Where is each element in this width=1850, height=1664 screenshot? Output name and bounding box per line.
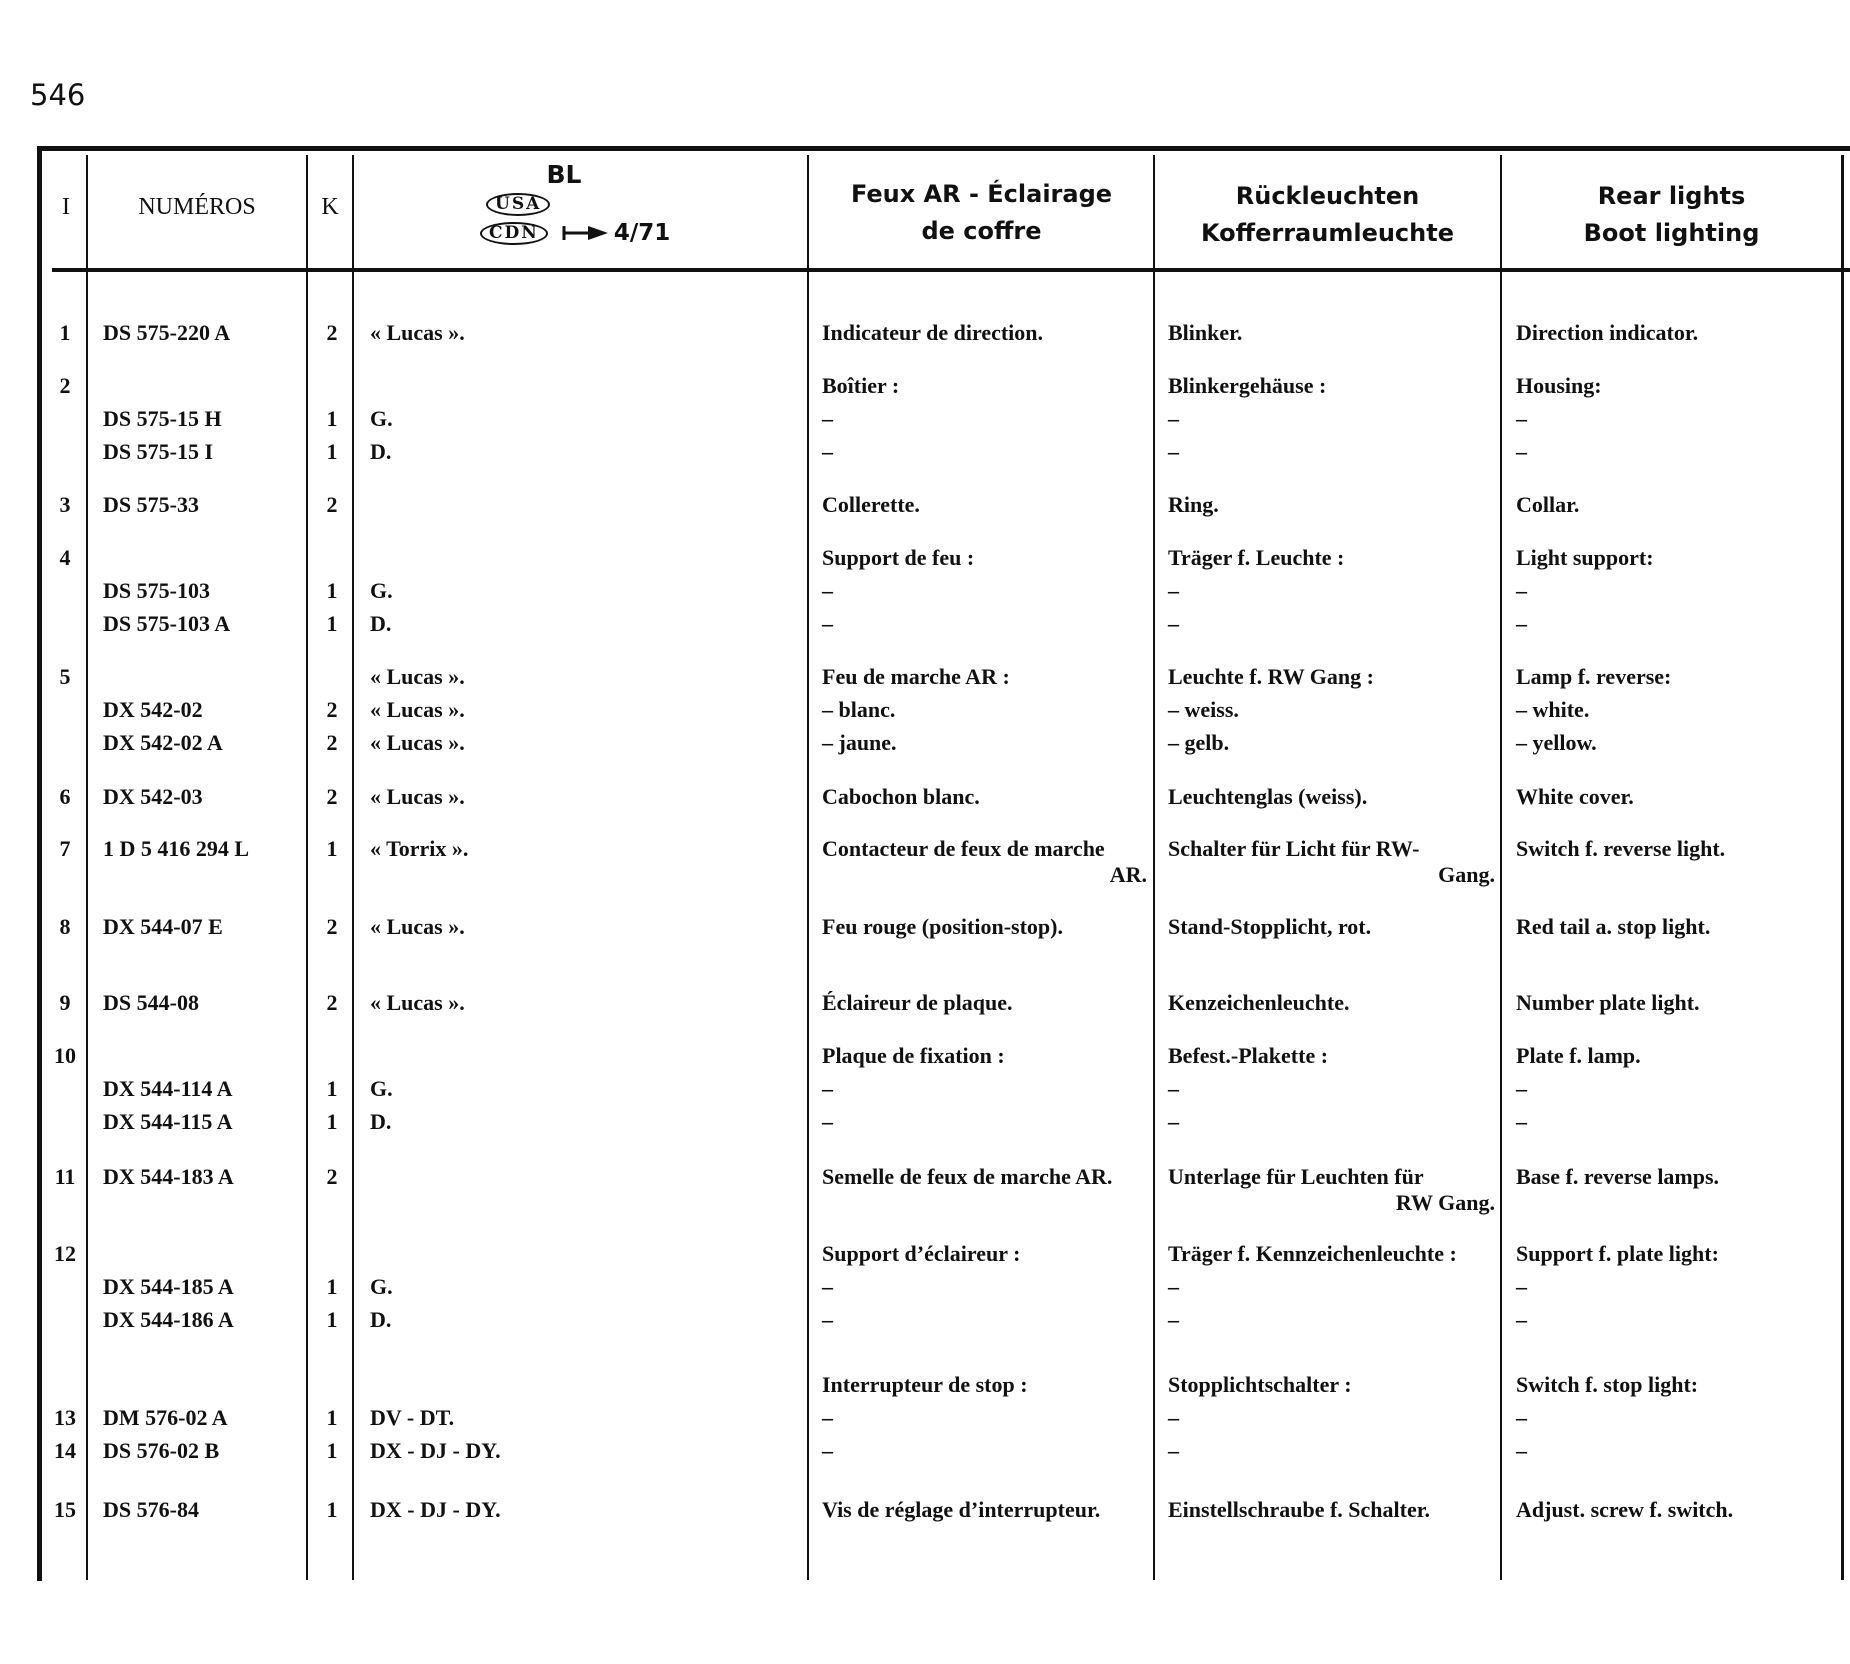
table-row xyxy=(0,784,1850,812)
german-desc: Blinker. xyxy=(1168,320,1243,345)
french-desc: Éclaireur de plaque. xyxy=(822,990,1013,1015)
part-number: DS 544-08 xyxy=(103,990,199,1015)
bl-note: G. xyxy=(370,1274,393,1299)
french-desc: Support de feu : xyxy=(822,545,975,570)
cdn-badge: CDN xyxy=(480,222,548,245)
part-number: DX 542-02 A xyxy=(103,730,223,755)
bl-note: D. xyxy=(370,611,392,636)
table-row xyxy=(0,611,1850,639)
german-desc: Kenzeichenleuchte. xyxy=(1168,990,1350,1015)
bl-note: DX - DJ - DY. xyxy=(370,1497,501,1522)
row-index: 13 xyxy=(54,1405,76,1430)
row-index: 6 xyxy=(59,784,71,809)
german-desc: Stopplichtschalter : xyxy=(1168,1372,1352,1397)
french-desc: – xyxy=(822,1307,833,1332)
bl-note: « Lucas ». xyxy=(370,697,465,722)
bl-date: 4/71 xyxy=(613,220,671,246)
french-desc: – xyxy=(822,1405,833,1430)
german-desc: – weiss. xyxy=(1168,697,1239,722)
table-row xyxy=(0,1241,1850,1269)
german-desc: Schalter für Licht für RW- Gang. xyxy=(1168,836,1495,887)
row-index: 2 xyxy=(59,373,71,398)
english-desc: – xyxy=(1516,406,1527,431)
part-number: DX 544-114 A xyxy=(103,1076,233,1101)
row-index: 15 xyxy=(54,1497,76,1522)
quantity: 1 xyxy=(326,611,338,636)
english-desc: – xyxy=(1516,578,1527,603)
arrow-right-icon xyxy=(562,224,610,242)
english-desc: Direction indicator. xyxy=(1516,320,1699,345)
quantity: 2 xyxy=(326,320,338,345)
table-row xyxy=(0,1043,1850,1071)
table-row xyxy=(0,1076,1850,1104)
part-number: DS 575-33 xyxy=(103,492,199,517)
french-desc: – xyxy=(822,1438,833,1463)
french-desc: – xyxy=(822,1109,833,1134)
english-desc: Lamp f. reverse: xyxy=(1516,664,1672,689)
english-desc: – xyxy=(1516,1307,1527,1332)
row-index: 9 xyxy=(59,990,71,1015)
quantity: 1 xyxy=(326,578,338,603)
part-number: DS 575-15 I xyxy=(103,439,214,464)
bl-note: G. xyxy=(370,1076,393,1101)
french-desc: – xyxy=(822,611,833,636)
table-row xyxy=(0,578,1850,606)
row-index: 10 xyxy=(54,1043,76,1068)
german-desc: – xyxy=(1168,406,1179,431)
part-number: DX 544-185 A xyxy=(103,1274,234,1299)
part-number: DS 575-103 A xyxy=(103,611,231,636)
part-number: 1 D 5 416 294 L xyxy=(103,836,250,861)
english-desc: – xyxy=(1516,1438,1527,1463)
table-row xyxy=(0,914,1850,942)
english-desc: – xyxy=(1516,1274,1527,1299)
table-row xyxy=(0,697,1850,725)
english-desc: Adjust. screw f. switch. xyxy=(1516,1497,1734,1522)
bl-title: BL xyxy=(546,160,582,189)
row-index: 12 xyxy=(54,1241,76,1266)
bl-note: « Lucas ». xyxy=(370,784,465,809)
english-desc: – yellow. xyxy=(1516,730,1597,755)
part-number: DX 542-03 xyxy=(103,784,203,809)
french-desc: Cabochon blanc. xyxy=(822,784,980,809)
german-desc: – gelb. xyxy=(1168,730,1230,755)
english-desc: Collar. xyxy=(1516,492,1580,517)
english-desc: – xyxy=(1516,611,1527,636)
french-desc: – xyxy=(822,578,833,603)
german-desc: – xyxy=(1168,578,1179,603)
french-desc: – blanc. xyxy=(822,697,896,722)
french-desc: Contacteur de feux de marche AR. xyxy=(822,836,1147,887)
english-desc: Red tail a. stop light. xyxy=(1516,914,1711,939)
german-desc: Stand-Stopplicht, rot. xyxy=(1168,914,1372,939)
french-desc: – xyxy=(822,1076,833,1101)
german-desc: – xyxy=(1168,1076,1179,1101)
german-desc: – xyxy=(1168,1438,1179,1463)
german-desc: Träger f. Leuchte : xyxy=(1168,545,1345,570)
quantity: 1 xyxy=(326,1274,338,1299)
german-desc: – xyxy=(1168,1405,1179,1430)
german-desc: – xyxy=(1168,611,1179,636)
bl-note: « Lucas ». xyxy=(370,664,465,689)
french-desc: Boîtier : xyxy=(822,373,900,398)
table-row xyxy=(0,1274,1850,1302)
german-desc: Leuchtenglas (weiss). xyxy=(1168,784,1368,809)
table-row xyxy=(0,1372,1850,1400)
row-index: 14 xyxy=(54,1438,76,1463)
header-index: I xyxy=(62,194,70,220)
table-row xyxy=(0,373,1850,401)
part-number: DM 576-02 A xyxy=(103,1405,228,1430)
table-row xyxy=(0,406,1850,434)
quantity: 2 xyxy=(326,784,338,809)
row-index: 4 xyxy=(59,545,71,570)
bl-note: « Torrix ». xyxy=(370,836,469,861)
quantity: 2 xyxy=(326,492,338,517)
french-desc: – xyxy=(822,406,833,431)
german-desc: – xyxy=(1168,1274,1179,1299)
part-number: DX 544-186 A xyxy=(103,1307,234,1332)
bl-note: G. xyxy=(370,578,393,603)
english-desc: Support f. plate light: xyxy=(1516,1241,1719,1266)
quantity: 1 xyxy=(326,1076,338,1101)
french-desc: Plaque de fixation : xyxy=(822,1043,1005,1068)
quantity: 2 xyxy=(326,697,338,722)
row-index: 3 xyxy=(59,492,71,517)
bl-note: DV - DT. xyxy=(370,1405,455,1430)
page-number: 546 xyxy=(30,78,86,112)
french-desc: Semelle de feux de marche AR. xyxy=(822,1164,1113,1189)
english-desc: Switch f. stop light: xyxy=(1516,1372,1699,1397)
french-desc: Vis de réglage d’interrupteur. xyxy=(822,1497,1101,1522)
part-number: DX 542-02 xyxy=(103,697,203,722)
quantity: 2 xyxy=(326,1164,338,1189)
header-numbers: NUMÉROS xyxy=(138,194,256,220)
german-desc: Träger f. Kennzeichenleuchte : xyxy=(1168,1241,1457,1266)
french-desc: Feu rouge (position-stop). xyxy=(822,914,1063,939)
bl-note: « Lucas ». xyxy=(370,730,465,755)
bl-note: D. xyxy=(370,1307,392,1332)
header-german: Rückleuchten Kofferraumleuchte xyxy=(1201,182,1454,247)
quantity: 1 xyxy=(326,1307,338,1332)
quantity: 1 xyxy=(326,1497,338,1522)
english-desc: – white. xyxy=(1516,697,1590,722)
header-french: Feux AR - Éclairage de coffre xyxy=(850,180,1113,245)
english-desc: White cover. xyxy=(1516,784,1634,809)
table-row xyxy=(0,730,1850,758)
french-desc: – xyxy=(822,1274,833,1299)
header-bl xyxy=(480,160,680,246)
part-number: DS 575-220 A xyxy=(103,320,231,345)
header-k: K xyxy=(321,194,339,220)
part-number: DS 576-02 B xyxy=(103,1438,220,1463)
quantity: 1 xyxy=(326,836,338,861)
german-desc: Einstellschraube f. Schalter. xyxy=(1168,1497,1430,1522)
french-desc: – xyxy=(822,439,833,464)
bl-note: « Lucas ». xyxy=(370,320,465,345)
german-desc: Ring. xyxy=(1168,492,1219,517)
table-row xyxy=(0,1307,1850,1335)
english-desc: Base f. reverse lamps. xyxy=(1516,1164,1720,1189)
header-bottom-rule xyxy=(52,268,1850,272)
table-row xyxy=(0,664,1850,692)
french-desc: Collerette. xyxy=(822,492,920,517)
french-desc: Indicateur de direction. xyxy=(822,320,1044,345)
english-desc: – xyxy=(1516,1405,1527,1430)
english-desc: – xyxy=(1516,439,1527,464)
table-row xyxy=(0,990,1850,1018)
german-desc: Unterlage für Leuchten für RW Gang. xyxy=(1168,1164,1495,1215)
english-desc: Switch f. reverse light. xyxy=(1516,836,1726,861)
quantity: 2 xyxy=(326,730,338,755)
part-number: DX 544-183 A xyxy=(103,1164,234,1189)
german-desc: Befest.-Plakette : xyxy=(1168,1043,1329,1068)
table-row xyxy=(0,545,1850,573)
part-number: DS 575-15 H xyxy=(103,406,222,431)
quantity: 2 xyxy=(326,990,338,1015)
quantity: 1 xyxy=(326,1405,338,1430)
table-row xyxy=(0,1405,1850,1433)
english-desc: – xyxy=(1516,1109,1527,1134)
quantity: 2 xyxy=(326,914,338,939)
german-desc: Leuchte f. RW Gang : xyxy=(1168,664,1374,689)
header-english: Rear lights Boot lighting xyxy=(1583,182,1760,247)
german-desc: Blinkergehäuse : xyxy=(1168,373,1327,398)
english-desc: Light support: xyxy=(1516,545,1654,570)
part-number: DS 575-103 xyxy=(103,578,210,603)
table-row xyxy=(0,836,1850,890)
bl-note: DX - DJ - DY. xyxy=(370,1438,501,1463)
table-row xyxy=(0,439,1850,467)
quantity: 1 xyxy=(326,406,338,431)
french-desc: Interrupteur de stop : xyxy=(822,1372,1028,1397)
quantity: 1 xyxy=(326,1109,338,1134)
bl-note: D. xyxy=(370,1109,392,1134)
english-desc: – xyxy=(1516,1076,1527,1101)
row-index: 8 xyxy=(59,914,71,939)
bl-note: « Lucas ». xyxy=(370,914,465,939)
row-index: 1 xyxy=(59,320,71,345)
french-desc: Support d’éclaireur : xyxy=(822,1241,1021,1266)
part-number: DX 544-115 A xyxy=(103,1109,233,1134)
top-rule xyxy=(38,146,1850,151)
row-index: 7 xyxy=(59,836,71,861)
table-row xyxy=(0,1497,1850,1525)
table-row xyxy=(0,320,1850,348)
row-index: 11 xyxy=(54,1164,76,1189)
french-desc: – jaune. xyxy=(822,730,897,755)
german-desc: – xyxy=(1168,439,1179,464)
row-index: 5 xyxy=(59,664,71,689)
english-desc: Number plate light. xyxy=(1516,990,1700,1015)
table-row xyxy=(0,1109,1850,1137)
quantity: 1 xyxy=(326,1438,338,1463)
english-desc: Plate f. lamp. xyxy=(1516,1043,1641,1068)
bl-note: G. xyxy=(370,406,393,431)
part-number: DX 544-07 E xyxy=(103,914,223,939)
german-desc: – xyxy=(1168,1109,1179,1134)
usa-badge: USA xyxy=(486,193,550,216)
quantity: 1 xyxy=(326,439,338,464)
table-row xyxy=(0,492,1850,520)
bl-note: D. xyxy=(370,439,392,464)
french-desc: Feu de marche AR : xyxy=(822,664,1010,689)
bl-note: « Lucas ». xyxy=(370,990,465,1015)
table-row xyxy=(0,1164,1850,1218)
table-row xyxy=(0,1438,1850,1466)
part-number: DS 576-84 xyxy=(103,1497,199,1522)
german-desc: – xyxy=(1168,1307,1179,1332)
english-desc: Housing: xyxy=(1516,373,1602,398)
